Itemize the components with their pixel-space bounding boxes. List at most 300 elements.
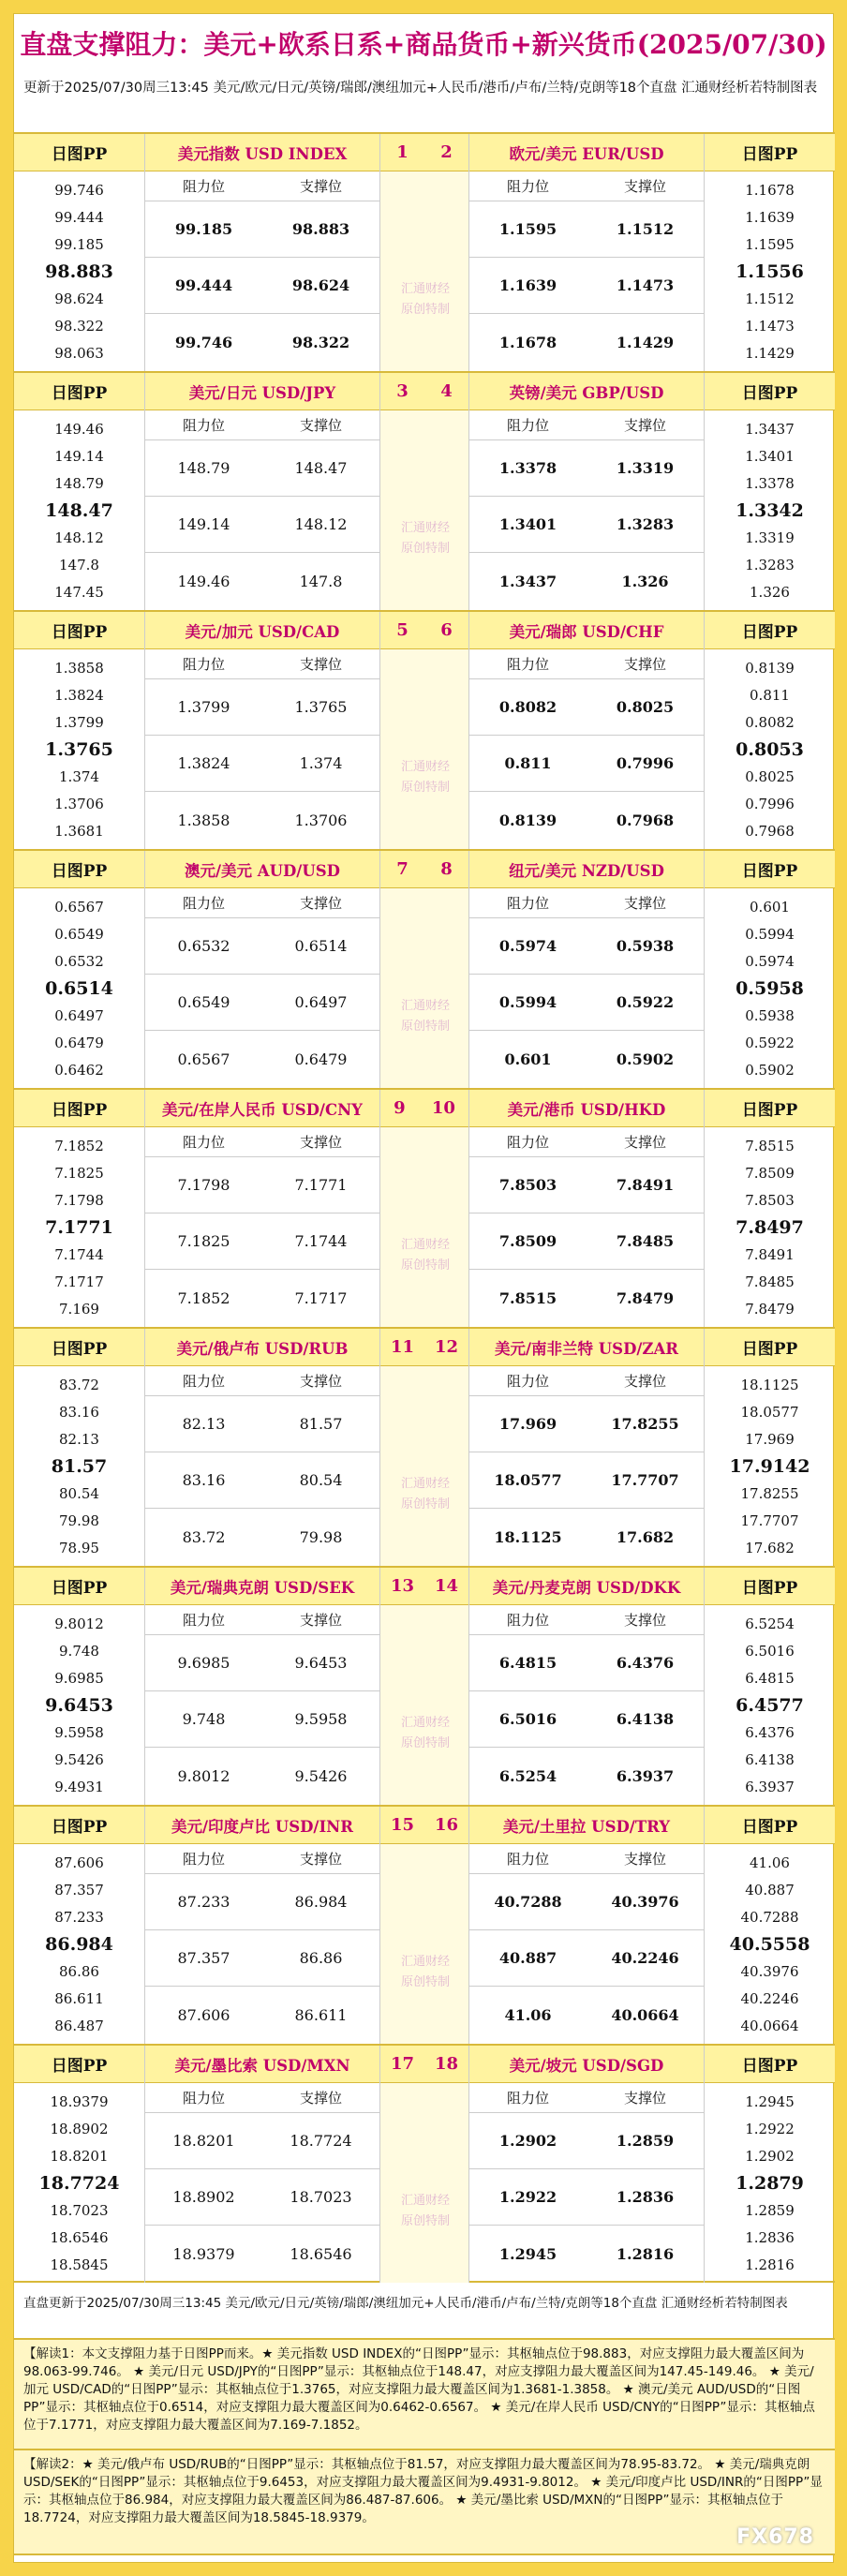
pp-column <box>14 1807 145 2044</box>
pp-level: 0.811 <box>750 687 790 704</box>
pp-list <box>705 410 835 606</box>
pp-level: 18.1125 <box>740 1377 799 1393</box>
block-number-column <box>379 373 469 610</box>
resistance-header: 阻力位 <box>182 1851 225 1868</box>
pp-level: 40.2246 <box>740 1990 799 2007</box>
resistance-value: 7.1852 <box>177 1288 230 1307</box>
pp-level: 18.8201 <box>50 2148 109 2165</box>
watermark <box>380 1952 470 1993</box>
pair-block <box>14 1327 835 1566</box>
table-row <box>145 1270 379 1326</box>
table-row <box>469 201 704 258</box>
pair-block <box>14 132 835 371</box>
levels-table <box>469 1090 704 1327</box>
pp-header: 日图PP <box>705 134 835 171</box>
pp-level: 98.322 <box>54 318 104 335</box>
pivot-value: 1.1556 <box>736 261 804 282</box>
pp-level: 0.8025 <box>745 768 795 785</box>
watermark-line1: 汇通财经 <box>400 760 450 774</box>
numbers <box>380 1337 468 1357</box>
pair-name: 澳元/美元 AUD/USD <box>145 851 379 888</box>
pp-level: 7.8515 <box>745 1138 795 1154</box>
support-value: 79.98 <box>299 1527 343 1546</box>
support-header: 支撑位 <box>299 1851 342 1868</box>
table-row <box>469 1157 704 1214</box>
support-value: 1.374 <box>299 754 343 772</box>
support-header: 支撑位 <box>623 2090 666 2107</box>
watermark-line2: 原创特制 <box>400 1020 450 1034</box>
table-row <box>469 314 704 370</box>
pp-level: 1.374 <box>59 768 99 785</box>
pp-column <box>704 1090 835 1327</box>
resistance-value: 0.8082 <box>498 698 557 716</box>
resistance-value: 99.444 <box>174 276 233 294</box>
table-row <box>145 553 379 609</box>
page-subtitle: 更新于2025/07/30周三13:45 美元/欧元/日元/英镑/瑞郎/澳纽加元+人民币/港币/卢布/兰特/克朗等18个直盘 汇通财经析若特制图表 <box>23 81 818 96</box>
resistance-header: 阻力位 <box>506 1373 549 1390</box>
table-header <box>145 410 379 440</box>
pp-level: 1.2836 <box>745 2229 795 2246</box>
block-number-column <box>379 1807 469 2044</box>
pp-level: 0.6549 <box>54 926 104 943</box>
pp-level: 1.3437 <box>745 421 795 438</box>
table-row <box>145 1396 379 1452</box>
pivot-value: 9.6453 <box>45 1695 113 1716</box>
pivot-value: 7.1771 <box>45 1217 113 1238</box>
table-row <box>145 736 379 792</box>
watermark <box>380 279 470 320</box>
table-row <box>145 1987 379 2043</box>
pair-name: 美元/南非兰特 USD/ZAR <box>469 1329 704 1366</box>
resistance-header: 阻力位 <box>182 2090 225 2107</box>
resistance-header: 阻力位 <box>506 417 549 434</box>
watermark-line2: 原创特制 <box>400 781 450 795</box>
block-number-column <box>379 134 469 371</box>
pp-level: 9.748 <box>59 1643 99 1660</box>
support-value: 1.3765 <box>294 698 348 716</box>
pp-level: 18.9379 <box>50 2093 109 2110</box>
support-value: 0.7996 <box>616 754 675 772</box>
table-row <box>469 975 704 1031</box>
pp-header: 日图PP <box>14 1807 144 1844</box>
resistance-value: 0.5974 <box>498 937 557 955</box>
pair-block <box>14 371 835 610</box>
support-value: 86.86 <box>299 1949 343 1967</box>
block-number-left: 7 <box>396 859 409 879</box>
resistance-value: 0.6549 <box>177 993 230 1011</box>
pp-header: 日图PP <box>705 612 835 649</box>
pp-header: 日图PP <box>14 2046 144 2083</box>
resistance-header: 阻力位 <box>506 1134 549 1151</box>
table-header <box>145 1844 379 1874</box>
watermark-line2: 原创特制 <box>400 1975 450 1989</box>
pp-level: 9.5958 <box>54 1724 104 1741</box>
support-header: 支撑位 <box>623 1612 666 1629</box>
page-title: 直盘支撑阻力：美元+欧系日系+商品货币+新兴货币(2025/07/30) <box>20 29 827 60</box>
block-numbers <box>380 612 468 649</box>
pp-level: 86.487 <box>54 2018 104 2034</box>
block-number-right: 16 <box>434 1815 459 1835</box>
pp-column <box>704 851 835 1088</box>
table-row <box>145 918 379 975</box>
block-number-right: 18 <box>434 2054 459 2074</box>
resistance-value: 1.1678 <box>498 333 557 351</box>
pp-column <box>14 851 145 1088</box>
watermark-line2: 原创特制 <box>400 1258 450 1273</box>
table-row <box>469 792 704 848</box>
block-numbers <box>380 1568 468 1605</box>
watermark-line2: 原创特制 <box>400 2214 450 2228</box>
pp-column <box>704 612 835 849</box>
pp-header: 日图PP <box>14 134 144 171</box>
footer <box>14 2287 835 2555</box>
support-value: 1.3283 <box>616 515 675 533</box>
resistance-value: 18.9379 <box>172 2244 235 2263</box>
pp-level: 9.6985 <box>54 1670 104 1687</box>
levels-table <box>145 1807 379 2044</box>
resistance-value: 1.3401 <box>498 515 557 533</box>
watermark-line2: 原创特制 <box>400 1497 450 1511</box>
block-number-left: 17 <box>390 2054 415 2074</box>
resistance-value: 82.13 <box>182 1415 226 1433</box>
fx678-logo: FX678 <box>736 2525 814 2549</box>
pp-header: 日图PP <box>14 373 144 410</box>
watermark-line1: 汇通财经 <box>400 282 450 296</box>
pair-name: 英镑/美元 GBP/USD <box>469 373 704 410</box>
support-value: 80.54 <box>299 1471 343 1489</box>
pivot-value: 81.57 <box>51 1456 108 1477</box>
support-value: 148.47 <box>294 459 348 477</box>
numbers <box>380 1098 468 1118</box>
resistance-value: 7.8515 <box>498 1288 557 1307</box>
pp-level: 99.444 <box>54 209 104 226</box>
table-row <box>145 1214 379 1270</box>
table-row <box>469 2226 704 2282</box>
pp-level: 87.606 <box>54 1854 104 1871</box>
pp-level: 1.3706 <box>54 796 104 812</box>
table-row <box>145 792 379 848</box>
support-value: 7.8491 <box>616 1176 675 1194</box>
support-value: 9.5958 <box>294 1710 348 1728</box>
support-value: 1.3706 <box>294 811 348 829</box>
pp-level: 0.6497 <box>54 1007 104 1024</box>
pp-column <box>14 2046 145 2283</box>
pair-name: 美元指数 USD INDEX <box>145 134 379 171</box>
support-value: 1.1429 <box>616 333 675 351</box>
pp-level: 1.1473 <box>745 318 795 335</box>
levels-table <box>469 851 704 1088</box>
support-value: 6.4376 <box>616 1654 675 1672</box>
support-value: 86.611 <box>294 2005 348 2024</box>
watermark-line2: 原创特制 <box>400 303 450 317</box>
pp-header: 日图PP <box>705 2046 835 2083</box>
table-row <box>145 1635 379 1691</box>
block-number-right: 8 <box>440 859 453 879</box>
resistance-value: 149.46 <box>177 572 230 590</box>
pp-level: 0.6532 <box>54 953 104 970</box>
table-row <box>145 1748 379 1804</box>
table-row <box>469 1874 704 1930</box>
block-number-right: 10 <box>431 1098 455 1118</box>
resistance-value: 99.185 <box>174 220 233 238</box>
resistance-header: 阻力位 <box>182 895 225 912</box>
resistance-value: 7.1825 <box>177 1232 230 1250</box>
table-row <box>469 2113 704 2169</box>
pp-header: 日图PP <box>705 1090 835 1127</box>
table-row <box>145 497 379 553</box>
support-value: 1.1512 <box>616 220 675 238</box>
levels-table <box>145 851 379 1088</box>
watermark <box>380 2191 470 2232</box>
pivot-value: 1.2879 <box>736 2173 804 2194</box>
pivot-value: 0.8053 <box>736 739 804 760</box>
levels-table <box>145 2046 379 2283</box>
table-row <box>469 918 704 975</box>
block-numbers <box>380 851 468 888</box>
pp-level: 18.0577 <box>740 1404 799 1421</box>
block-numbers <box>380 134 468 171</box>
block-number-left: 5 <box>396 620 409 640</box>
interpretation-1: 【解读1：本文支撑阻力基于日图PP而来。★ 美元指数 USD INDEX的“日图PP”显示：其枢轴点位于98.883，对应支撑阻力最大覆盖区间为98.063-99.746。 ★ 美元/日元 USD/JPY的“日图PP”显示：其枢轴点位于148.47，对应支撑阻力最大覆盖区间为147.45-149.46。 ★ 美元/加元 USD/CAD的“日图PP”显示：其枢轴点位于1.3765，对应支撑阻力最大覆盖区间为1.3681-1.3858。 ★ 澳元/美元 AUD/USD的“日图PP”显示：其枢轴点位于0.6514，对应支撑阻力最大覆盖区间为0.6462-0.6567。 ★ 美元/在岸人民币 USD/CNY的“日图PP”显示：其枢轴点位于7.1771，对应支撑阻力最大覆盖区间为7.169-7.1852。 <box>14 2340 835 2450</box>
table-row <box>469 1691 704 1748</box>
table-row <box>145 1691 379 1748</box>
pp-level: 1.1512 <box>745 290 795 307</box>
pp-level: 1.3283 <box>745 557 795 573</box>
pp-level: 98.063 <box>54 345 104 362</box>
table-header <box>145 171 379 201</box>
resistance-value: 6.4815 <box>498 1654 557 1672</box>
support-value: 0.6497 <box>294 993 348 1011</box>
support-value: 40.2246 <box>611 1949 679 1967</box>
pp-level: 17.7707 <box>740 1512 799 1529</box>
table-header <box>469 649 704 679</box>
block-number-column <box>379 1090 469 1327</box>
support-value: 1.1473 <box>616 276 675 294</box>
support-value: 1.2816 <box>616 2244 675 2263</box>
table-row <box>469 1930 704 1987</box>
pp-level: 7.1717 <box>54 1273 104 1290</box>
support-value: 9.5426 <box>294 1766 348 1785</box>
support-value: 6.4138 <box>616 1710 675 1728</box>
pp-level: 78.95 <box>59 1540 99 1556</box>
resistance-header: 阻力位 <box>182 1134 225 1151</box>
support-value: 148.12 <box>294 515 348 533</box>
support-header: 支撑位 <box>299 1134 342 1151</box>
pair-name: 美元/瑞郎 USD/CHF <box>469 612 704 649</box>
watermark-line2: 原创特制 <box>400 1736 450 1750</box>
numbers <box>380 859 468 879</box>
table-header <box>469 1127 704 1157</box>
table-header <box>469 410 704 440</box>
block-number-left: 9 <box>394 1098 406 1118</box>
pp-level: 6.4376 <box>745 1724 795 1741</box>
pp-list <box>705 1844 835 2040</box>
pp-level: 6.3937 <box>745 1779 795 1795</box>
support-header: 支撑位 <box>623 656 666 673</box>
table-row <box>469 1509 704 1565</box>
resistance-value: 9.8012 <box>177 1766 230 1785</box>
support-value: 6.3937 <box>616 1766 675 1785</box>
support-value: 0.7968 <box>616 811 675 829</box>
numbers <box>380 142 468 162</box>
pp-level: 7.8479 <box>745 1301 795 1318</box>
pair-name: 纽元/美元 NZD/USD <box>469 851 704 888</box>
support-value: 17.682 <box>616 1527 675 1546</box>
resistance-value: 0.811 <box>504 754 552 772</box>
table-header <box>469 1366 704 1396</box>
table-header <box>145 888 379 918</box>
levels-table <box>469 612 704 849</box>
block-number-column <box>379 2046 469 2283</box>
pp-level: 0.7968 <box>745 823 795 840</box>
pp-list <box>14 171 144 367</box>
resistance-value: 7.1798 <box>177 1176 230 1194</box>
interpretation-2: 【解读2：★ 美元/俄卢布 USD/RUB的“日图PP”显示：其枢轴点位于81.57，对应支撑阻力最大覆盖区间为78.95-83.72。 ★ 美元/瑞典克朗 USD/SEK的“日图PP”显示：其枢轴点位于9.6453，对应支撑阻力最大覆盖区间为9.4931-9.8012。 ★ 美元/印度卢比 USD/INR的“日图PP”显示：其枢轴点位于86.984，对应支撑阻力最大覆盖区间为86.487-87.606。 ★ 美元/墨比索 USD/MXN的“日图PP”显示：其枢轴点位于18.7724，对应支撑阻力最大覆盖区间为18.5845-18.9379。 <box>14 2450 835 2555</box>
support-header: 支撑位 <box>299 1373 342 1390</box>
table-row <box>469 1270 704 1326</box>
pp-level: 6.5016 <box>745 1643 795 1660</box>
block-number-left: 1 <box>396 142 409 162</box>
pp-level: 6.4815 <box>745 1670 795 1687</box>
page <box>13 13 834 2563</box>
resistance-value: 1.2902 <box>498 2132 557 2150</box>
pp-level: 149.46 <box>54 421 104 438</box>
resistance-value: 83.72 <box>182 1527 226 1546</box>
pp-list <box>14 1605 144 1801</box>
table-row <box>469 497 704 553</box>
resistance-value: 1.3858 <box>177 811 230 829</box>
pp-level: 17.8255 <box>740 1485 799 1502</box>
support-value: 147.8 <box>299 572 343 590</box>
pp-level: 18.5845 <box>50 2256 109 2273</box>
pp-level: 0.601 <box>750 899 790 916</box>
table-header <box>469 888 704 918</box>
pp-level: 82.13 <box>59 1431 99 1448</box>
block-number-column <box>379 1329 469 1566</box>
pp-level: 1.2922 <box>745 2121 795 2137</box>
resistance-value: 87.233 <box>177 1893 230 1911</box>
pp-level: 7.1744 <box>54 1246 104 1263</box>
support-header: 支撑位 <box>623 417 666 434</box>
table-row <box>145 314 379 370</box>
support-value: 7.8485 <box>616 1232 675 1250</box>
numbers <box>380 381 468 401</box>
pp-header: 日图PP <box>705 1568 835 1605</box>
table-row <box>145 1930 379 1987</box>
resistance-header: 阻力位 <box>506 1851 549 1868</box>
pp-level: 9.8012 <box>54 1616 104 1632</box>
pair-block <box>14 1088 835 1327</box>
levels-table <box>469 2046 704 2283</box>
pp-list <box>14 1127 144 1323</box>
resistance-value: 149.14 <box>177 515 230 533</box>
resistance-value: 87.606 <box>177 2005 230 2024</box>
pp-header: 日图PP <box>14 1090 144 1127</box>
block-numbers <box>380 1807 468 1844</box>
table-row <box>469 679 704 736</box>
support-value: 1.2836 <box>616 2188 675 2206</box>
resistance-value: 6.5016 <box>498 1710 557 1728</box>
resistance-header: 阻力位 <box>182 178 225 195</box>
support-value: 40.3976 <box>611 1893 679 1911</box>
pp-column <box>14 1568 145 1805</box>
pp-level: 7.1798 <box>54 1192 104 1209</box>
pp-level: 9.5426 <box>54 1751 104 1768</box>
levels-table <box>145 1090 379 1327</box>
pp-level: 7.8491 <box>745 1246 795 1263</box>
footer-updated: 直盘更新于2025/07/30周三13:45 美元/欧元/日元/英镑/瑞郎/澳纽加元+人民币/港币/卢布/兰特/克朗等18个直盘 汇通财经析若特制图表 <box>14 2287 835 2340</box>
support-value: 81.57 <box>299 1415 343 1433</box>
support-value: 0.8025 <box>616 698 675 716</box>
table-row <box>469 1214 704 1270</box>
pp-column <box>704 1329 835 1566</box>
table-row <box>469 736 704 792</box>
pp-level: 1.1595 <box>745 236 795 253</box>
pp-level: 87.233 <box>54 1909 104 1926</box>
pp-level: 0.5994 <box>745 926 795 943</box>
resistance-value: 1.3437 <box>498 572 557 590</box>
pp-list <box>705 649 835 845</box>
pp-level: 98.624 <box>54 290 104 307</box>
pp-level: 1.326 <box>750 584 790 601</box>
pp-level: 1.2945 <box>745 2093 795 2110</box>
support-value: 18.6546 <box>290 2244 352 2263</box>
support-value: 18.7023 <box>290 2188 352 2206</box>
pp-level: 83.72 <box>59 1377 99 1393</box>
resistance-value: 7.8509 <box>498 1232 557 1250</box>
pp-level: 0.6567 <box>54 899 104 916</box>
resistance-value: 18.1125 <box>494 1527 562 1546</box>
resistance-value: 1.2945 <box>498 2244 557 2263</box>
table-row <box>145 201 379 258</box>
table-row <box>469 1396 704 1452</box>
pp-level: 40.0664 <box>740 2018 799 2034</box>
pp-level: 18.6546 <box>50 2229 109 2246</box>
pair-block <box>14 849 835 1088</box>
watermark-line1: 汇通财经 <box>400 521 450 535</box>
pp-level: 6.5254 <box>745 1616 795 1632</box>
pp-level: 40.887 <box>745 1882 795 1898</box>
resistance-value: 41.06 <box>504 2005 552 2024</box>
resistance-value: 17.969 <box>498 1415 557 1433</box>
pp-level: 86.86 <box>59 1963 99 1980</box>
pp-level: 0.8082 <box>745 714 795 731</box>
resistance-header: 阻力位 <box>182 1373 225 1390</box>
levels-table <box>145 134 379 371</box>
pp-column <box>14 373 145 610</box>
resistance-value: 148.79 <box>177 459 230 477</box>
pp-level: 1.3858 <box>54 660 104 677</box>
table-header <box>469 171 704 201</box>
pp-column <box>14 612 145 849</box>
resistance-value: 1.1595 <box>498 220 557 238</box>
pp-level: 7.8509 <box>745 1165 795 1182</box>
pp-level: 1.2816 <box>745 2256 795 2273</box>
watermark-line1: 汇通财经 <box>400 2194 450 2208</box>
pp-level: 7.169 <box>59 1301 99 1318</box>
block-numbers <box>380 1329 468 1366</box>
pivot-value: 18.7724 <box>38 2173 120 2194</box>
pp-level: 99.746 <box>54 182 104 199</box>
block-number-left: 13 <box>390 1576 415 1596</box>
pp-list <box>14 888 144 1084</box>
levels-table <box>469 373 704 610</box>
table-row <box>469 553 704 609</box>
pp-level: 0.5922 <box>745 1035 795 1051</box>
pp-column <box>704 134 835 371</box>
pair-block <box>14 2044 835 2283</box>
numbers <box>380 1576 468 1596</box>
